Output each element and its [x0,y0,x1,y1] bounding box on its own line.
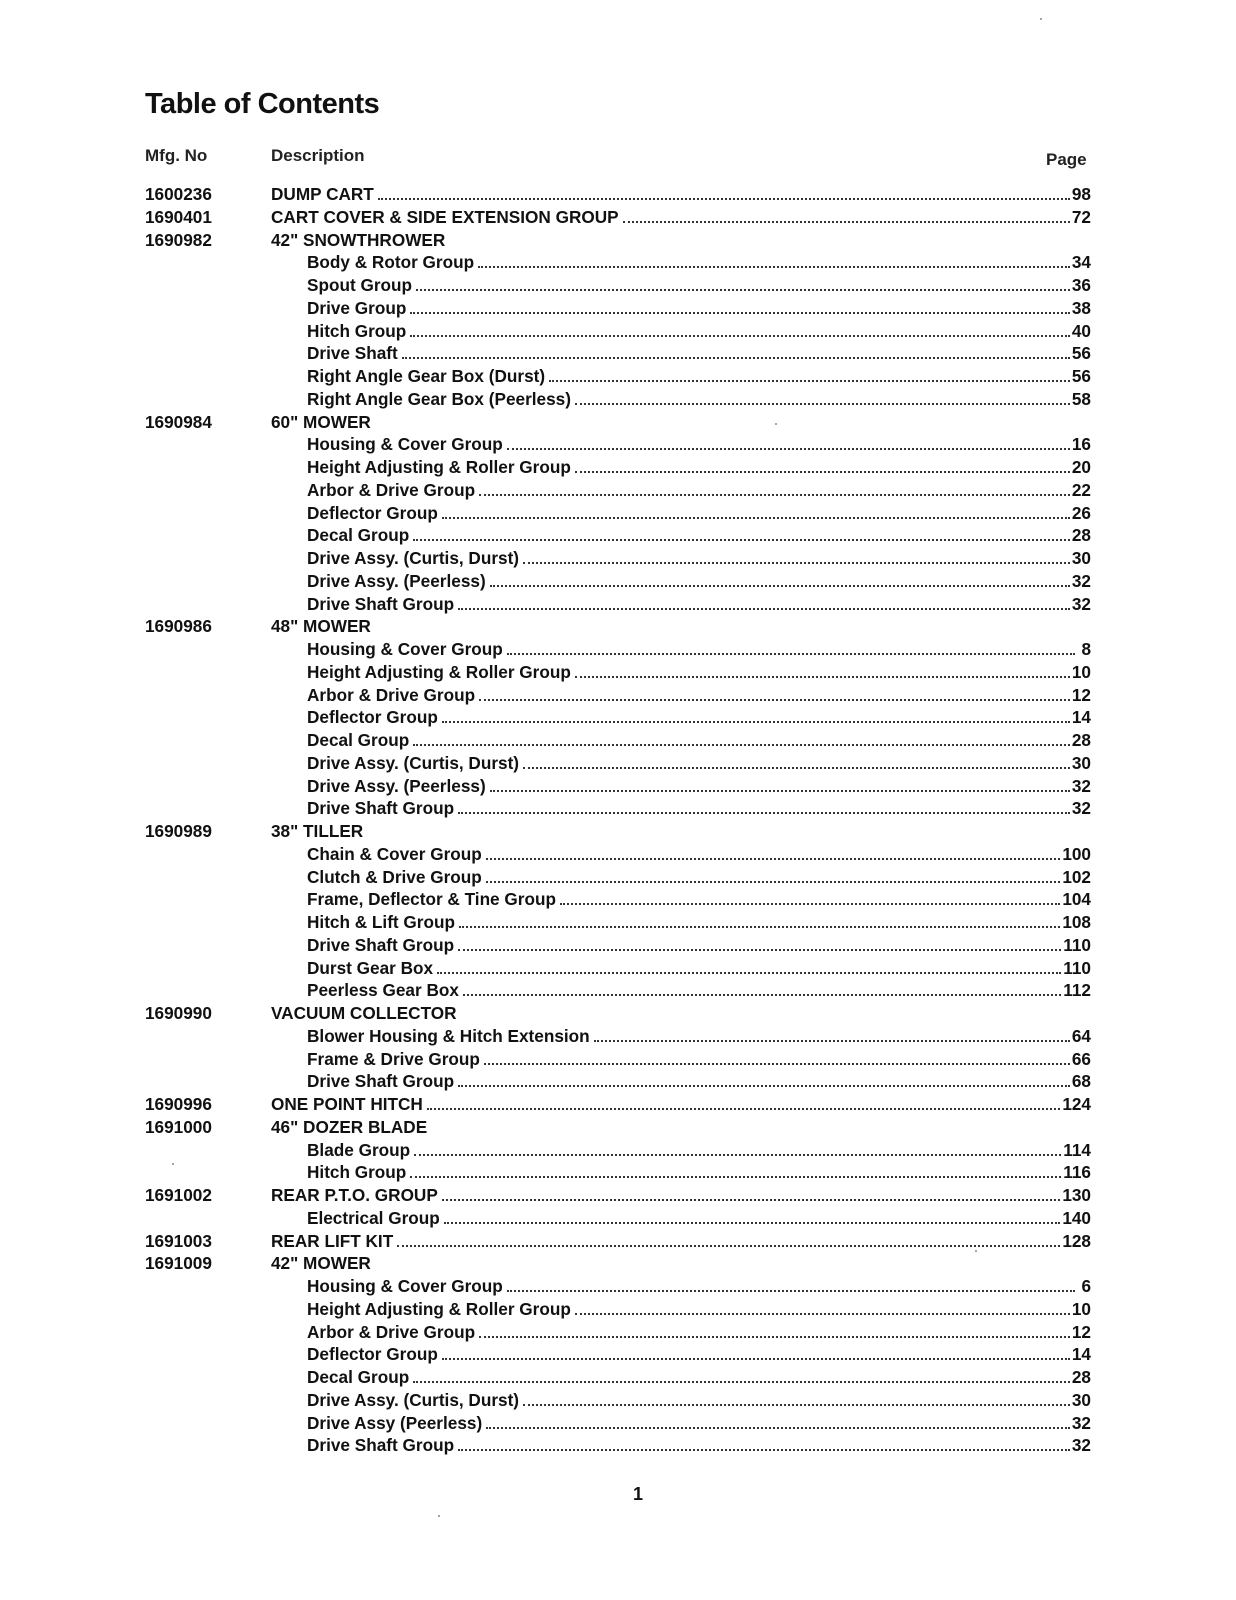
entry-description: Drive Shaft Group [307,1435,455,1456]
mfg-number: 1690982 [145,229,212,250]
dot-leader [458,1084,1070,1087]
entry-page-number: 40 [1071,320,1091,341]
entry-page-number: 32 [1071,1435,1091,1456]
dot-leader [479,493,1070,496]
toc-section-row [145,206,1091,229]
entry-page-number: 124 [1062,1094,1091,1114]
entry [307,797,1091,819]
entry [271,1184,1091,1206]
toc-section-row [145,1116,1091,1139]
page-number: 1 [633,1484,644,1504]
dot-leader [410,334,1070,337]
entry-description: Durst Gear Box [307,957,434,978]
entry-page-number: 110 [1063,934,1091,955]
scan-speck [775,423,777,425]
entry-page-number: 102 [1062,866,1091,887]
entry [271,206,1091,228]
entry-page-number: 58 [1071,388,1091,409]
entry-description: Arbor & Drive Group [307,684,476,705]
toc-subitem-row [145,934,1091,957]
entry-description: Hitch Group [307,320,407,341]
entry-page-number: 32 [1071,1412,1091,1433]
entry-description: Height Adjusting & Roller Group [307,457,571,477]
mfg-number: 1690984 [145,411,212,432]
toc-subitem-row [145,251,1091,274]
entry-description: Spout Group [307,275,413,295]
entry-description: Drive Shaft Group [307,798,455,819]
entry-description: Electrical Group [307,1207,440,1228]
toc-subitem-row [145,1389,1091,1412]
entry-description: Deflector Group [307,1344,438,1365]
mfg-number: 1691009 [145,1253,212,1274]
entry-description: Frame & Drive Group [307,1048,480,1069]
entry [307,706,1091,728]
dot-leader [458,811,1070,814]
entry-description: CART COVER & SIDE EXTENSION GROUP [271,206,619,227]
entry [271,1002,1091,1024]
entry-description: Clutch & Drive Group [307,866,482,887]
dot-leader [486,857,1061,860]
dot-leader [507,447,1070,450]
entry-page-number: 28 [1071,525,1091,546]
entry-page-number: 104 [1062,889,1091,910]
column-header-mfg-no: Mfg. No [145,146,208,165]
dot-leader [560,902,1060,905]
entry [271,183,1091,205]
entry [271,229,1091,251]
entry [307,1434,1091,1456]
entry-page-number: 116 [1063,1162,1091,1183]
entry-page-number: 14 [1071,1344,1091,1365]
toc-subitem-row [145,502,1091,525]
dot-leader [437,971,1061,974]
dot-leader [461,1018,1075,1019]
entry-page-number: 28 [1071,730,1091,750]
page-title: Table of Contents [145,88,380,120]
dot-leader [523,561,1070,564]
entry-description: Drive Assy (Peerless) [307,1412,483,1433]
entry [307,684,1091,706]
mfg-number: 1690990 [145,1003,212,1023]
entry-description: 42" MOWER [271,1253,371,1274]
entry-page-number: 66 [1071,1048,1091,1069]
toc-subitem-row [145,1139,1091,1162]
entry-description: Chain & Cover Group [307,843,482,864]
dot-leader [479,698,1070,701]
toc-section-row [145,183,1091,206]
dot-leader [413,538,1070,541]
toc-section-row [145,1093,1091,1116]
dot-leader [549,379,1070,382]
dot-leader [463,993,1061,996]
toc-section-row [145,820,1091,843]
scan-speck [438,1515,440,1517]
toc-subitem-row [145,1025,1091,1048]
toc-subitem-row [145,1298,1091,1321]
dot-leader [490,584,1070,587]
entry-description: Body & Rotor Group [307,252,475,273]
toc-subitem-row [145,1207,1091,1230]
entry-description: DUMP CART [271,184,374,204]
toc-subitem-row [145,1343,1091,1366]
entry-page-number: 12 [1071,684,1091,705]
dot-leader [413,743,1070,746]
toc-section-row [145,1002,1091,1025]
entry-page-number: 128 [1062,1230,1091,1251]
dot-leader [575,402,1070,405]
entry-page-number: 110 [1063,957,1091,978]
toc-subitem-row [145,479,1091,502]
entry [307,502,1091,524]
entry-page-number: 38 [1071,297,1091,318]
entry-page-number: 30 [1071,548,1091,568]
entry-page-number: 10 [1071,1298,1091,1319]
toc-subitem-row [145,1366,1091,1389]
entry-description: Hitch & Lift Group [307,912,455,932]
dot-leader [575,675,1070,678]
dot-leader [444,1221,1061,1224]
entry-page-number: 72 [1071,206,1091,227]
entry [307,775,1091,797]
entry-page-number: 14 [1071,707,1091,728]
scan-speck [975,1250,977,1252]
entry-description: Drive Assy. (Peerless) [307,775,486,796]
entry-description: Drive Assy. (Curtis, Durst) [307,548,520,568]
dot-leader [427,1107,1060,1110]
entry [307,297,1091,319]
entry-description: Deflector Group [307,502,438,523]
entry [307,388,1091,410]
entry-description: Frame, Deflector & Tine Group [307,889,556,910]
entry [307,752,1091,774]
dot-leader [378,197,1070,200]
dot-leader [486,880,1061,883]
entry [271,615,1091,637]
entry [307,1207,1091,1229]
dot-leader [375,427,1075,428]
entry-description: Housing & Cover Group [307,639,503,659]
dot-leader [623,220,1070,223]
entry [307,1321,1091,1343]
entry-description: REAR LIFT KIT [271,1230,394,1251]
entry [271,1252,1091,1274]
toc-subitem-row [145,365,1091,388]
toc-section-row [145,1252,1091,1275]
dot-leader [410,1175,1061,1178]
entry [307,365,1091,387]
dot-leader [416,288,1070,291]
toc-subitem-row [145,684,1091,707]
entry-description: Decal Group [307,730,410,750]
scan-speck [172,1163,174,1165]
entry [307,1343,1091,1365]
toc-subitem-row [145,911,1091,934]
entry-description: 60" MOWER [271,411,371,432]
entry-page-number: 32 [1071,570,1091,591]
entry-description: Arbor & Drive Group [307,479,476,500]
entry-page-number: 64 [1071,1025,1091,1046]
mfg-number: 1690996 [145,1094,212,1114]
toc-subitem-row [145,547,1091,570]
entry-description: VACUUM COLLECTOR [271,1003,457,1023]
entry-description: Drive Shaft Group [307,934,455,955]
entry-page-number: 56 [1071,366,1091,386]
entry [307,593,1091,615]
dot-leader [375,631,1075,632]
dot-leader [449,245,1075,246]
entry-description: Height Adjusting & Roller Group [307,661,571,682]
entry-description: Drive Shaft [307,343,398,364]
dot-leader [575,470,1070,473]
entry [307,979,1091,1001]
entry-description: Deflector Group [307,707,438,728]
entry [307,1389,1091,1411]
entry-page-number: 114 [1063,1139,1091,1160]
toc-subitem-row [145,1434,1091,1457]
toc-subitem-row [145,1161,1091,1184]
toc-subitem-row [145,661,1091,684]
entry-description: Decal Group [307,1367,410,1387]
entry [307,729,1091,751]
dot-leader [397,1244,1060,1247]
dot-leader [507,652,1075,655]
toc-subitem-row [145,1048,1091,1071]
dot-leader [402,356,1070,359]
entry-description: Blower Housing & Hitch Extension [307,1025,590,1046]
dot-leader [375,1268,1075,1269]
dot-leader [431,1132,1075,1133]
entry [307,1139,1091,1161]
entry-page-number: 98 [1071,184,1091,204]
entry-page-number: 100 [1062,843,1091,864]
entry [307,661,1091,683]
entry-page-number: 8 [1081,639,1091,659]
dot-leader [458,948,1061,951]
entry-description: Drive Assy. (Peerless) [307,570,486,591]
entry [307,1298,1091,1320]
entry-page-number: 28 [1071,1367,1091,1387]
mfg-number: 1690986 [145,616,212,637]
column-header-page: Page [1046,150,1087,169]
entry-description: Right Angle Gear Box (Peerless) [307,388,571,409]
dot-leader [523,766,1070,769]
toc-subitem-row [145,524,1091,547]
toc-subitem-row [145,297,1091,320]
toc-subitem-row [145,638,1091,661]
entry-page-number: 6 [1081,1276,1091,1296]
dot-leader [459,925,1060,928]
dot-leader [458,1448,1070,1451]
dot-leader [523,1403,1070,1406]
entry [307,638,1091,660]
entry-page-number: 10 [1071,661,1091,682]
dot-leader [442,516,1070,519]
entry-description: Housing & Cover Group [307,1276,503,1296]
toc-section-row [145,1184,1091,1207]
toc-subitem-row [145,706,1091,729]
entry-description: Drive Assy. (Curtis, Durst) [307,752,520,773]
entry-description: 48" MOWER [271,616,371,637]
entry-page-number: 16 [1071,434,1091,455]
entry [307,433,1091,455]
entry-page-number: 108 [1062,912,1091,932]
dot-leader [484,1062,1070,1065]
toc-subitem-row [145,729,1091,752]
entry-page-number: 32 [1071,593,1091,614]
entry-description: Drive Assy. (Curtis, Durst) [307,1389,520,1410]
dot-leader [442,720,1070,723]
entry-page-number: 32 [1071,775,1091,796]
dot-leader [479,1335,1070,1338]
entry [307,342,1091,364]
entry [271,820,1091,842]
entry [307,1161,1091,1183]
toc-subitem-row [145,957,1091,980]
toc-subitem-row [145,843,1091,866]
entry-description: Right Angle Gear Box (Durst) [307,366,546,386]
dot-leader [478,265,1070,268]
entry-description: Height Adjusting & Roller Group [307,1298,571,1319]
entry-description: REAR P.T.O. GROUP [271,1185,438,1205]
dot-leader [367,836,1075,837]
toc-subitem-row [145,1070,1091,1093]
dot-leader [486,1426,1070,1429]
mfg-number: 1691002 [145,1185,212,1205]
toc-section-row [145,615,1091,638]
entry [271,1116,1091,1138]
entry-description: 42" SNOWTHROWER [271,229,446,250]
entry-description: Arbor & Drive Group [307,1321,476,1342]
entry [271,411,1091,433]
toc-subitem-row [145,274,1091,297]
entry-description: 46" DOZER BLADE [271,1116,428,1137]
toc-subitem-row [145,797,1091,820]
entry-description: Blade Group [307,1139,411,1160]
dot-leader [490,789,1070,792]
entry [307,1366,1091,1388]
entry-page-number: 32 [1071,798,1091,819]
entry [271,1230,1091,1252]
toc-subitem-row [145,1275,1091,1298]
column-header-description: Description [271,146,365,165]
entry-page-number: 68 [1071,1071,1091,1092]
entry-page-number: 26 [1071,502,1091,523]
toc-subitem-row [145,570,1091,593]
entry [307,911,1091,933]
entry-page-number: 22 [1071,479,1091,500]
dot-leader [410,311,1070,314]
entry [307,843,1091,865]
toc-subitem-row [145,320,1091,343]
entry [307,274,1091,296]
dot-leader [594,1039,1070,1042]
toc-subitem-row [145,979,1091,1002]
entry [307,570,1091,592]
toc-subitem-row [145,433,1091,456]
entry-description: Drive Group [307,297,407,318]
entry [307,934,1091,956]
entry-page-number: 34 [1071,252,1091,273]
mfg-number: 1690401 [145,206,212,227]
entry [307,479,1091,501]
scan-speck [1040,18,1042,20]
entry-description: Decal Group [307,525,410,546]
entry [307,320,1091,342]
entry [307,1070,1091,1092]
entry [307,1048,1091,1070]
entry-page-number: 30 [1071,752,1091,773]
entry [271,1093,1091,1115]
mfg-number: 1691003 [145,1230,212,1251]
entry-page-number: 140 [1062,1207,1091,1228]
table-of-contents-list [145,183,1091,1457]
toc-subitem-row [145,775,1091,798]
entry-page-number: 30 [1071,1389,1091,1410]
entry [307,1025,1091,1047]
toc-subitem-row [145,1412,1091,1435]
toc-subitem-row [145,388,1091,411]
toc-section-row [145,229,1091,252]
dot-leader [442,1198,1061,1201]
entry [307,251,1091,273]
entry-description: 38" TILLER [271,821,364,841]
entry-description: Hitch Group [307,1162,407,1183]
entry-page-number: 130 [1062,1185,1091,1205]
entry [307,547,1091,569]
entry [307,1275,1091,1297]
entry [307,866,1091,888]
toc-subitem-row [145,456,1091,479]
toc-subitem-row [145,593,1091,616]
entry-description: Drive Shaft Group [307,1071,455,1092]
dot-leader [442,1357,1070,1360]
entry [307,524,1091,546]
entry-description: ONE POINT HITCH [271,1094,423,1114]
entry-description: Housing & Cover Group [307,434,503,455]
entry-description: Peerless Gear Box [307,980,459,1001]
toc-subitem-row [145,866,1091,889]
dot-leader [413,1380,1070,1383]
dot-leader [507,1289,1075,1292]
mfg-number: 1600236 [145,184,212,204]
dot-leader [414,1153,1061,1156]
entry-page-number: 112 [1063,980,1091,1001]
entry-page-number: 56 [1071,343,1091,364]
entry [307,1412,1091,1434]
entry [307,888,1091,910]
mfg-number: 1691000 [145,1116,212,1137]
entry-page-number: 36 [1071,275,1091,295]
toc-subitem-row [145,1321,1091,1344]
dot-leader [575,1312,1070,1315]
toc-section-row [145,1230,1091,1253]
toc-subitem-row [145,342,1091,365]
entry-page-number: 12 [1071,1321,1091,1342]
toc-subitem-row [145,752,1091,775]
entry-page-number: 20 [1071,457,1091,477]
mfg-number: 1690989 [145,821,212,841]
entry [307,957,1091,979]
toc-section-row [145,411,1091,434]
entry [307,456,1091,478]
dot-leader [458,607,1070,610]
toc-subitem-row [145,888,1091,911]
entry-description: Drive Shaft Group [307,593,455,614]
